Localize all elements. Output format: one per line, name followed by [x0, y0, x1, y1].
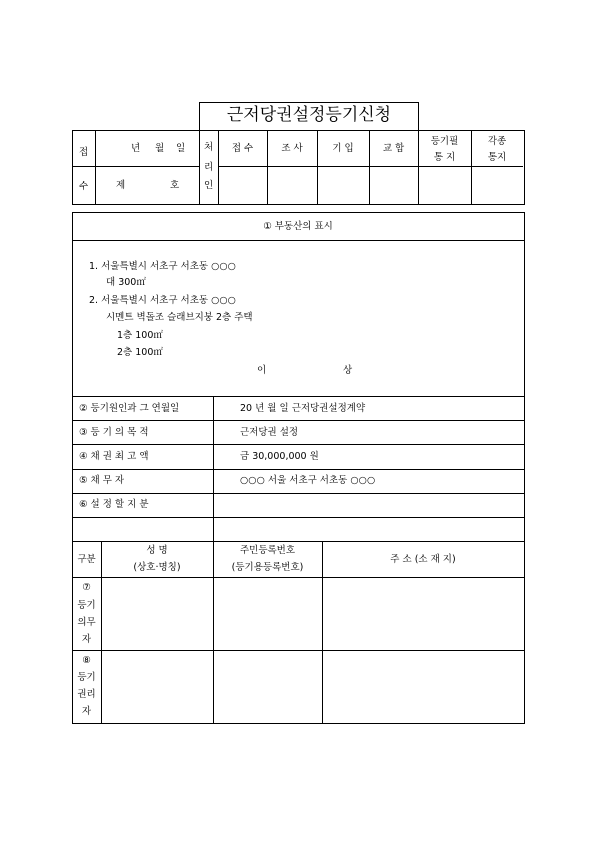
property-line-4: 시멘트 벽돌조 슬래브지붕 2층 주택	[106, 312, 253, 323]
obligor-label-2: 등기	[77, 600, 96, 611]
reception-label-top: 접	[79, 147, 89, 158]
notice-col-1-line-2: 통 지	[433, 152, 456, 163]
right-holder-label-3: 권리	[77, 689, 96, 700]
parties-col-id-1: 주민등록번호	[239, 545, 296, 556]
parties-col-name-2: (상호·명칭)	[133, 562, 181, 573]
field-share-label: ⑥ 설 정 할 지 분	[79, 499, 149, 510]
number-label-prefix: 제	[116, 180, 126, 191]
parties-col-id-2: (등기용등록번호)	[231, 562, 304, 573]
property-end-mark-1: 이	[257, 365, 267, 376]
number-label-suffix: 호	[170, 180, 180, 191]
property-header: ① 부동산의 표시	[263, 221, 333, 232]
date-label-day: 일	[176, 143, 186, 154]
parties-col-address: 주 소 (소 재 지)	[390, 554, 456, 565]
field-purpose-label: ③ 등 기 의 목 적	[79, 427, 149, 438]
notice-col-2-line-2: 통지	[487, 152, 507, 163]
processor-label-1: 처	[204, 142, 214, 153]
right-holder-label-1: ⑧	[82, 655, 91, 666]
column-check: 교 합	[382, 143, 405, 154]
field-max-amount-value: 금 30,000,000 원	[240, 451, 319, 462]
column-entry: 기 입	[332, 143, 354, 154]
processor-label-3: 인	[204, 180, 214, 191]
reception-label-bottom: 수	[79, 181, 89, 192]
main-table	[72, 212, 525, 724]
right-holder-label-4: 자	[81, 706, 92, 717]
field-cause-value: 20 년 월 일 근저당권설정계약	[240, 403, 366, 414]
parties-col-type: 구분	[77, 554, 96, 565]
obligor-label-1: ⑦	[82, 582, 91, 593]
notice-col-2-line-1: 각종	[487, 136, 507, 147]
processor-label-2: 리	[204, 162, 214, 173]
property-line-2: 대 300㎡	[106, 277, 146, 288]
field-purpose-value: 근저당권 설정	[240, 427, 299, 438]
notice-col-1-line-1: 등기필	[430, 136, 459, 147]
page-title: 근저당권설정등기신청	[226, 105, 392, 125]
field-max-amount-label: ④ 채 권 최 고 액	[79, 451, 149, 462]
property-line-1: 1. 서울특별시 서초구 서초동 ○○○	[89, 261, 236, 272]
property-line-3: 2. 서울특별시 서초구 서초동 ○○○	[89, 295, 236, 306]
right-holder-label-2: 등기	[77, 672, 96, 683]
obligor-label-4: 자	[81, 634, 92, 645]
date-label-month: 월	[155, 143, 165, 154]
field-cause-label: ② 등기원인과 그 연월일	[79, 403, 180, 414]
property-end-mark-2: 상	[343, 365, 353, 376]
property-line-6: 2층 100㎡	[117, 347, 163, 358]
column-investigation: 조 사	[281, 143, 303, 154]
parties-col-name-1: 성 명	[146, 545, 168, 556]
column-reception: 접 수	[231, 143, 254, 154]
field-debtor-value: ○○○ 서울 서초구 서초동 ○○○	[240, 475, 376, 486]
field-debtor-label: ⑤ 채 무 자	[79, 475, 125, 486]
date-label-year: 년	[131, 143, 141, 154]
obligor-label-3: 의무	[77, 617, 96, 628]
property-line-5: 1층 100㎡	[117, 330, 163, 341]
